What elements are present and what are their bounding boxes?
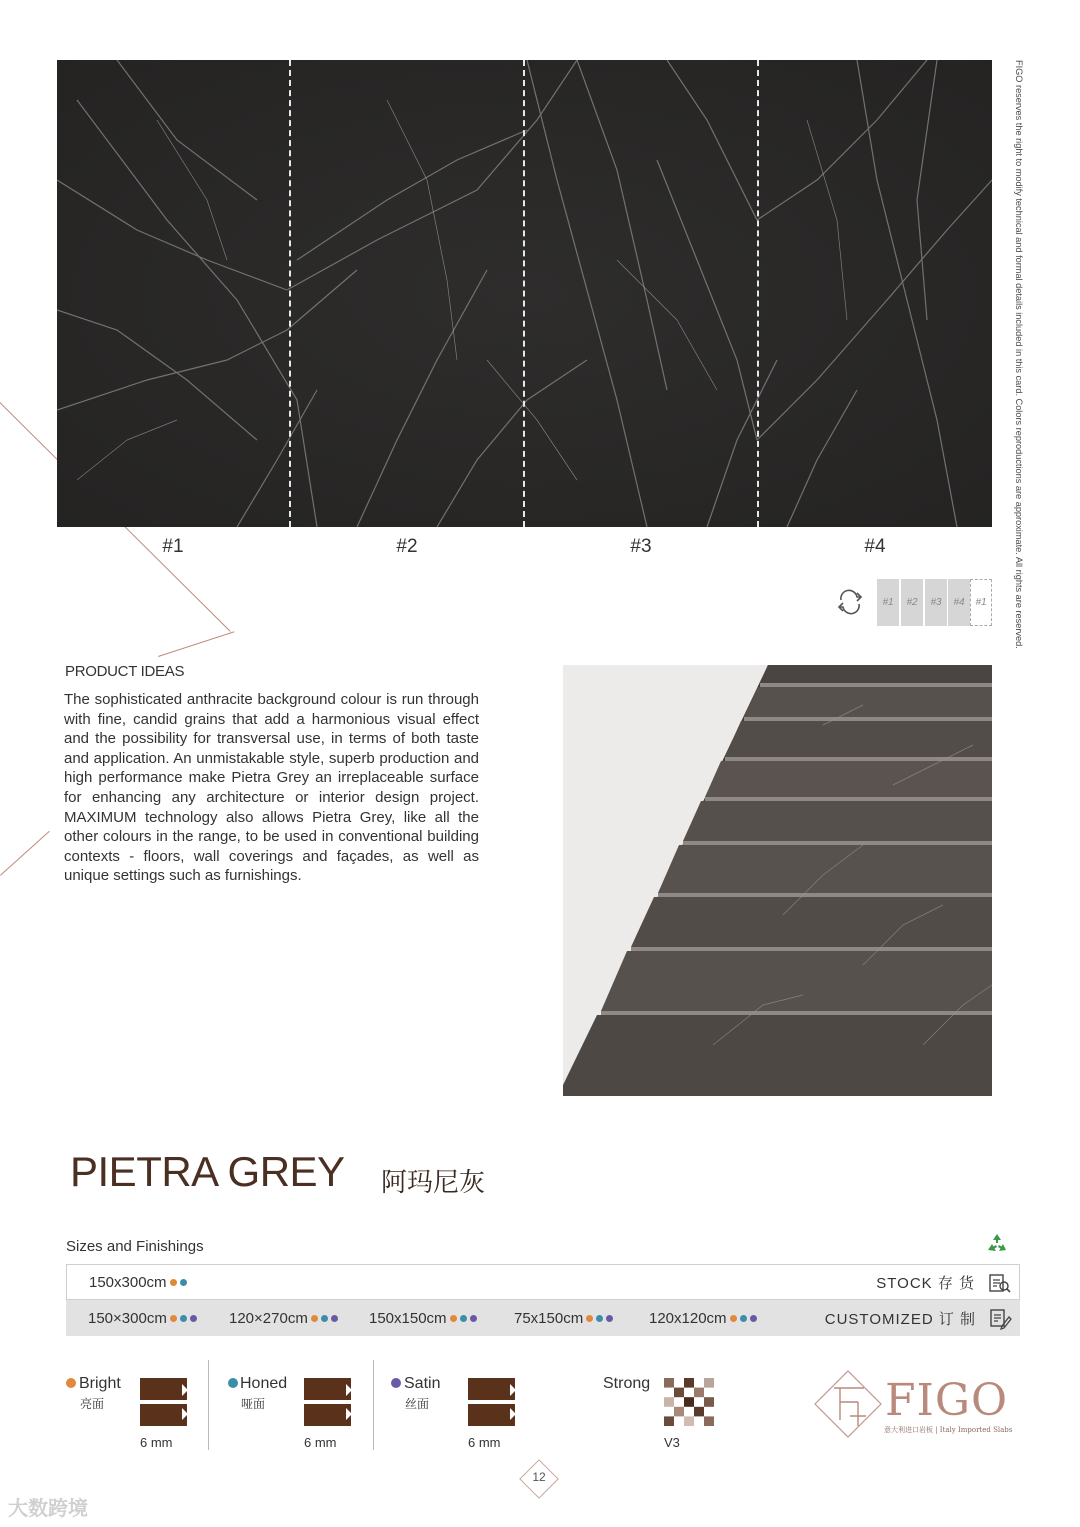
- slab-divider: [289, 60, 291, 527]
- watermark: 大数跨境: [8, 1496, 88, 1520]
- finish-name-cn: 亮面: [80, 1397, 105, 1411]
- figo-logo-subtitle: 意大利进口岩板 | Italy Imported Slabs: [884, 1426, 1013, 1434]
- size-label: 150×300cm: [88, 1309, 167, 1327]
- product-ideas-text: The sophisticated anthracite background colour is run through with fine, candid grains that add a harmonious visual effect and the possibility for transversal use, in terms of both taste and application. An unmistakable style, superb production and high performance make Pietra Grey an irreplaceable surface for enhancing any architecture or interior design project. MAXIMUM technology also allows Pietra Grey, like all the other colours in the range, to be used in conventional building contexts - floors, wall coverings and façades, as well as unique settings such as furnishings.: [64, 691, 479, 885]
- sequence-item: #1: [877, 579, 899, 626]
- page-number: 12: [532, 1470, 546, 1484]
- bright-dot: [66, 1378, 76, 1388]
- stock-row: [66, 1264, 1020, 1300]
- stock-size-item: [89, 1274, 187, 1291]
- size-label: 150x300cm: [89, 1273, 167, 1291]
- size-label: 75x150cm: [514, 1309, 584, 1327]
- finish-name-cn: 丝面: [405, 1397, 430, 1411]
- finish-name: Honed: [240, 1375, 288, 1392]
- bright-dot: [586, 1315, 593, 1322]
- product-name-cn: 阿玛尼灰: [381, 1168, 486, 1198]
- divider: [208, 1360, 209, 1450]
- customized-row: [66, 1300, 1020, 1336]
- custom-size-item: [649, 1310, 757, 1327]
- decorative-line: [158, 631, 234, 657]
- stock-icon: [987, 1271, 1011, 1295]
- decorative-line: [0, 831, 50, 876]
- variation-pattern-icon: [664, 1378, 714, 1426]
- custom-size-item: [514, 1310, 613, 1327]
- sequence-item-repeat: #1: [970, 579, 992, 626]
- honed-dot: [740, 1315, 747, 1322]
- bright-dot: [170, 1279, 177, 1286]
- finish-name: Satin: [404, 1375, 441, 1392]
- sequence-item: #3: [925, 579, 947, 626]
- stairs-photo: [563, 665, 992, 1096]
- honed-dot: [180, 1315, 187, 1322]
- product-name: PIETRA GREY: [70, 1148, 345, 1195]
- recycle-icon: [985, 1232, 1009, 1256]
- thickness-label: 6 mm: [140, 1435, 173, 1450]
- satin-dot: [391, 1378, 401, 1388]
- honed-dot: [596, 1315, 603, 1322]
- divider: [373, 1360, 374, 1450]
- custom-size-item: [88, 1310, 197, 1327]
- slab-label-4: #4: [864, 536, 886, 557]
- slab-divider: [757, 60, 759, 527]
- satin-dot: [606, 1315, 613, 1322]
- satin-dot: [470, 1315, 477, 1322]
- thickness-diagram: [140, 1378, 190, 1426]
- size-label: 120×270cm: [229, 1309, 308, 1327]
- honed-dot: [460, 1315, 467, 1322]
- custom-size-item: [369, 1310, 477, 1327]
- thickness-diagram: [304, 1378, 354, 1426]
- customized-icon: [988, 1306, 1012, 1330]
- size-label: 120x120cm: [649, 1309, 727, 1327]
- honed-dot: [228, 1378, 238, 1388]
- thickness-diagram: [468, 1378, 518, 1426]
- disclaimer-text: FIGO reserves the right to modify technical and formal details included in this card. Colors reproductions are approximate. All rights are reserved.: [1014, 60, 1024, 649]
- bright-dot: [450, 1315, 457, 1322]
- thickness-label: 6 mm: [304, 1435, 337, 1450]
- thickness-label: 6 mm: [468, 1435, 501, 1450]
- finish-name-cn: 哑面: [241, 1397, 266, 1411]
- product-ideas-title: PRODUCT IDEAS: [65, 663, 185, 680]
- bright-dot: [170, 1315, 177, 1322]
- bright-dot: [311, 1315, 318, 1322]
- satin-dot: [190, 1315, 197, 1322]
- honed-dot: [321, 1315, 328, 1322]
- sequence-item: #2: [901, 579, 923, 626]
- slab-divider: [523, 60, 525, 527]
- size-label: 150x150cm: [369, 1309, 447, 1327]
- figo-logo-text: FIGO: [885, 1375, 1009, 1426]
- satin-dot: [331, 1315, 338, 1322]
- finish-name: Bright: [79, 1375, 121, 1392]
- stock-label: STOCK 存 货: [876, 1274, 975, 1292]
- repeat-icon: [836, 588, 864, 616]
- sequence-item: #4: [948, 579, 970, 626]
- slab-label-2: #2: [396, 536, 418, 557]
- variation-name: Strong: [603, 1375, 651, 1392]
- custom-size-item: [229, 1310, 338, 1327]
- variation-code: V3: [664, 1435, 680, 1450]
- disclaimer: [1014, 60, 1080, 649]
- satin-dot: [750, 1315, 757, 1322]
- bright-dot: [730, 1315, 737, 1322]
- customized-label: CUSTOMIZED 订 制: [824, 1310, 976, 1328]
- slab-label-3: #3: [630, 536, 652, 557]
- sizes-title: Sizes and Finishings: [66, 1238, 204, 1255]
- honed-dot: [180, 1279, 187, 1286]
- slab-label-1: #1: [162, 536, 184, 557]
